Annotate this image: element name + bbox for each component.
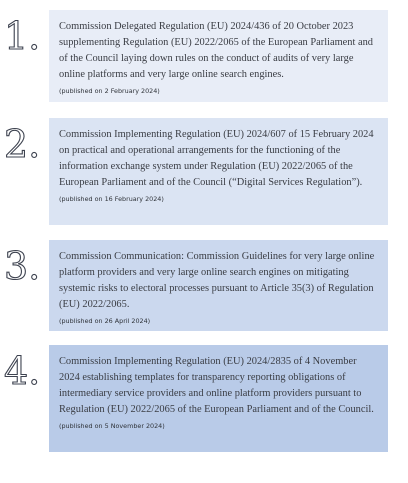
- item-box: [49, 240, 388, 331]
- item-box: [49, 10, 388, 102]
- item-number: 3.: [4, 244, 41, 288]
- published-date: (published on 26 April 2024): [59, 317, 151, 326]
- item-text: Commission Implementing Regulation (EU) 2024/2835 of 4 November 2024 establishing templates for transparency reporting obligations of intermediary service providers and online platform providers pursuant to Regulation (EU) 2022/2065 of the European Parliament and of the Council.: [59, 356, 374, 416]
- published-date: (published on 16 February 2024): [59, 195, 164, 204]
- item-number: 1.: [4, 14, 41, 58]
- item-text: Commission Implementing Regulation (EU) 2024/607 of 15 February 2024 on practical and operational arrangements for the functioning of the information exchange system under Regulation (EU) 2022/2065 of the European Parliament and of the Council (“Digital Services Regulation”).: [59, 129, 374, 189]
- item-text: Commission Delegated Regulation (EU) 2024/436 of 20 October 2023 supplementing Regulation (EU) 2022/2065 of the European Parliament and of the Council laying down rules on the conduct of audits of very large online platforms and very large online search engines.: [59, 21, 373, 81]
- published-date: (published on 5 November 2024): [59, 422, 165, 431]
- item-text: Commission Communication: Commission Guidelines for very large online platform providers and very large online search engines on mitigating systemic risks to electoral processes pursuant to Article 35(3) of Regulation (EU) 2022/2065.: [59, 251, 375, 311]
- published-date: (published on 2 February 2024): [59, 87, 160, 96]
- item-number: 2.: [4, 122, 41, 166]
- item-box: [49, 345, 388, 452]
- item-box: [49, 118, 388, 225]
- item-number: 4.: [4, 349, 41, 393]
